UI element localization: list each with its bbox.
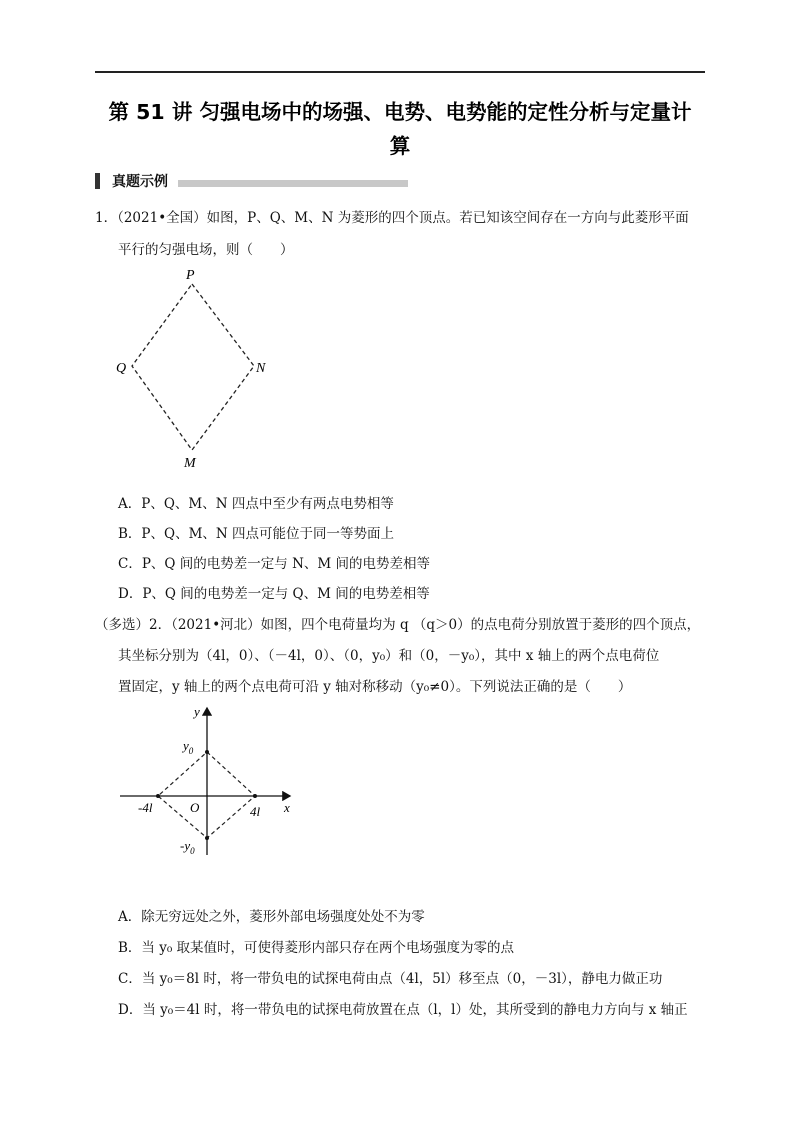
q2-stem-line-3: 置固定，y 轴上的两个点电荷可沿 y 轴对称移动（y₀≠0）。下列说法正确的是（ ） (118, 679, 632, 695)
q1-option-d: D．P、Q 间的电势差一定与 Q、M 间的电势差相等 (118, 586, 430, 602)
label-neg-y0: $-y_0$ (180, 838, 195, 856)
label-origin: O (190, 800, 200, 815)
title-line-2: 算 (389, 134, 411, 158)
section-marker (95, 173, 100, 189)
section-label: 真题示例 (112, 174, 168, 190)
charge-bottom (205, 836, 209, 840)
coordinate-figure (110, 700, 310, 860)
label-y-axis: y (194, 704, 200, 719)
q2-option-b: B．当 y₀ 取某值时，可使得菱形内部只存在两个电场强度为零的点 (118, 940, 515, 956)
q2-option-a: A．除无穷远处之外，菱形外部电场强度处处不为零 (118, 909, 425, 925)
label-neg-4l: -4l (138, 800, 153, 815)
section-header (95, 172, 408, 190)
charge-left (156, 794, 160, 798)
q1-option-a: A．P、Q、M、N 四点中至少有两点电势相等 (118, 496, 394, 512)
q1-option-c: C．P、Q 间的电势差一定与 N、M 间的电势差相等 (118, 556, 430, 572)
label-n: N (256, 361, 266, 376)
label-q: Q (116, 361, 127, 376)
q2-stem-line-1: （多选）2．（2021•河北）如图，四个电荷量均为 q （q＞0）的点电荷分别放置于菱形的四个顶点， (95, 617, 701, 633)
header-rule (95, 71, 705, 73)
label-m: M (184, 456, 196, 471)
q2-stem-line-2: 其坐标分别为（4l，0）、（－4l，0）、（0，y₀）和（0，－y₀），其中 x 轴上的两个点电荷位 (118, 648, 660, 664)
charge-right (253, 794, 257, 798)
title-line-1: 第 51 讲 匀强电场中的场强、电势、电势能的定性分析与定量计 (108, 100, 692, 124)
label-y0: $y_0$ (183, 738, 194, 756)
label-p: P (186, 268, 195, 283)
q2-option-c: C．当 y₀＝8l 时，将一带负电的试探电荷由点（4l，5l）移至点（0，－3l），静电力做正功 (118, 971, 663, 987)
q1-option-b: B．P、Q、M、N 四点可能位于同一等势面上 (118, 526, 394, 542)
rhombus-figure (110, 262, 280, 472)
label-pos-4l: 4l (250, 804, 261, 819)
label-x-axis: x (284, 800, 290, 815)
page-title (95, 95, 705, 163)
q1-stem-line-1: 1．（2021•全国）如图，P、Q、M、N 为菱形的四个顶点。若已知该空间存在一方向与此菱形平面 (95, 210, 689, 226)
rhombus-outline (132, 284, 254, 450)
q2-option-d: D．当 y₀＝4l 时，将一带负电的试探电荷放置在点（l，l）处，其所受到的静电力方向与 x 轴正 (118, 1002, 688, 1018)
section-underline (178, 180, 408, 187)
q1-stem-line-2: 平行的匀强电场，则（ ） (118, 242, 294, 258)
charge-top (205, 750, 209, 754)
